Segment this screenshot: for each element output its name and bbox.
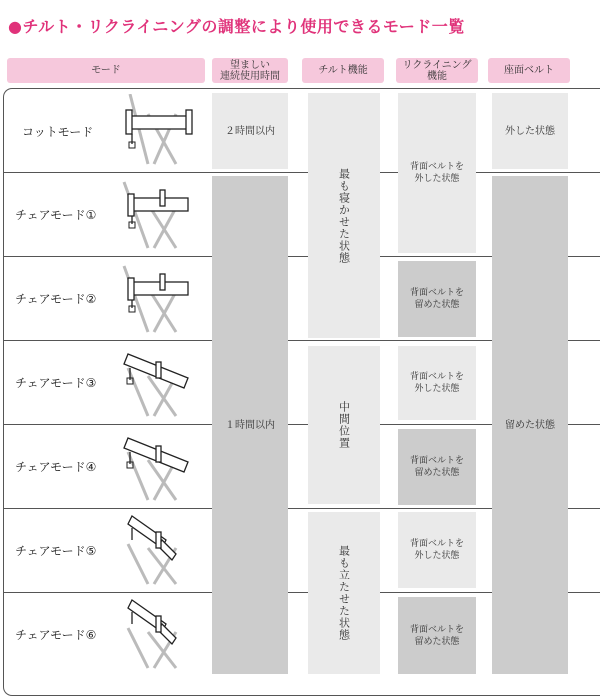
recline-belt-on-6-text: 背面ベルトを 留めた状態 — [409, 624, 464, 647]
mode-label-chair-6: チェアモード⑥ — [15, 628, 97, 642]
stroller-chair-2-icon — [118, 262, 198, 334]
header-tilt — [302, 58, 384, 83]
recline-belt-on-2-text: 背面ベルトを 留めた状態 — [409, 288, 464, 310]
tilt-max-recline — [308, 93, 380, 338]
recline-belt-off-1-text: 背面ベルトを 外した状態 — [409, 162, 464, 184]
stroller-chair-6-icon — [118, 598, 198, 670]
recline-belt-off-3 — [398, 346, 476, 420]
tilt-middle — [308, 346, 380, 504]
stroller-cot-mode-icon — [118, 94, 198, 166]
header-recline-label: リクライニング 機能 — [402, 59, 472, 82]
header-mode — [7, 58, 205, 83]
tilt-most-upright-text: 最も立たせた状態 — [337, 545, 351, 641]
mode-label-chair-5: チェアモード⑤ — [15, 544, 97, 558]
page-title: ●チルト・リクライニングの調整により使用できるモード一覧 — [8, 17, 465, 36]
tilt-most-upright — [308, 512, 380, 674]
recline-belt-off-1 — [398, 93, 476, 253]
seat-belt-chair — [492, 176, 568, 674]
recline-belt-on-2 — [398, 261, 476, 337]
stroller-chair-5-icon — [118, 514, 198, 586]
header-mode-label: モード — [91, 65, 121, 76]
recline-belt-on-6 — [398, 597, 476, 674]
tilt-middle-text: 中間位置 — [337, 401, 351, 449]
recline-belt-off-3-text: 背面ベルトを 外した状態 — [409, 372, 464, 394]
time-cot — [212, 93, 288, 169]
stroller-chair-3-icon — [118, 346, 198, 418]
mode-label-chair-2: チェアモード② — [15, 292, 97, 306]
time-chair — [212, 176, 288, 674]
mode-label-chair-1: チェアモード① — [15, 208, 97, 222]
recline-belt-on-4 — [398, 429, 476, 505]
mode-label-chair-3: チェアモード③ — [15, 376, 97, 390]
header-recline — [396, 58, 478, 83]
header-desirable-time-label: 望ましい 連続使用時間 — [220, 59, 280, 82]
time-cot-text: ２時間以内 — [225, 125, 275, 137]
recline-belt-off-5 — [398, 512, 476, 588]
header-seat-belt-label: 座面ベルト — [504, 65, 554, 76]
header-tilt-label: チルト機能 — [318, 65, 368, 76]
stroller-chair-1-icon — [118, 178, 198, 250]
row-divider — [4, 172, 600, 173]
header-desirable-time — [212, 58, 288, 83]
tilt-max-recline-text: 最も寝かせた状態 — [337, 167, 351, 264]
recline-belt-on-4-text: 背面ベルトを 留めた状態 — [409, 456, 464, 478]
stroller-chair-4-icon — [118, 430, 198, 502]
recline-belt-off-5-text: 背面ベルトを 外した状態 — [409, 539, 464, 561]
seat-belt-cot-text: 外した状態 — [505, 125, 555, 137]
time-chair-text: １時間以内 — [225, 419, 275, 431]
header-seat-belt — [488, 58, 570, 83]
mode-label-chair-4: チェアモード④ — [15, 460, 97, 474]
seat-belt-chair-text: 留めた状態 — [505, 419, 555, 431]
mode-label-cot: コットモード — [22, 125, 94, 139]
seat-belt-cot — [492, 93, 568, 169]
